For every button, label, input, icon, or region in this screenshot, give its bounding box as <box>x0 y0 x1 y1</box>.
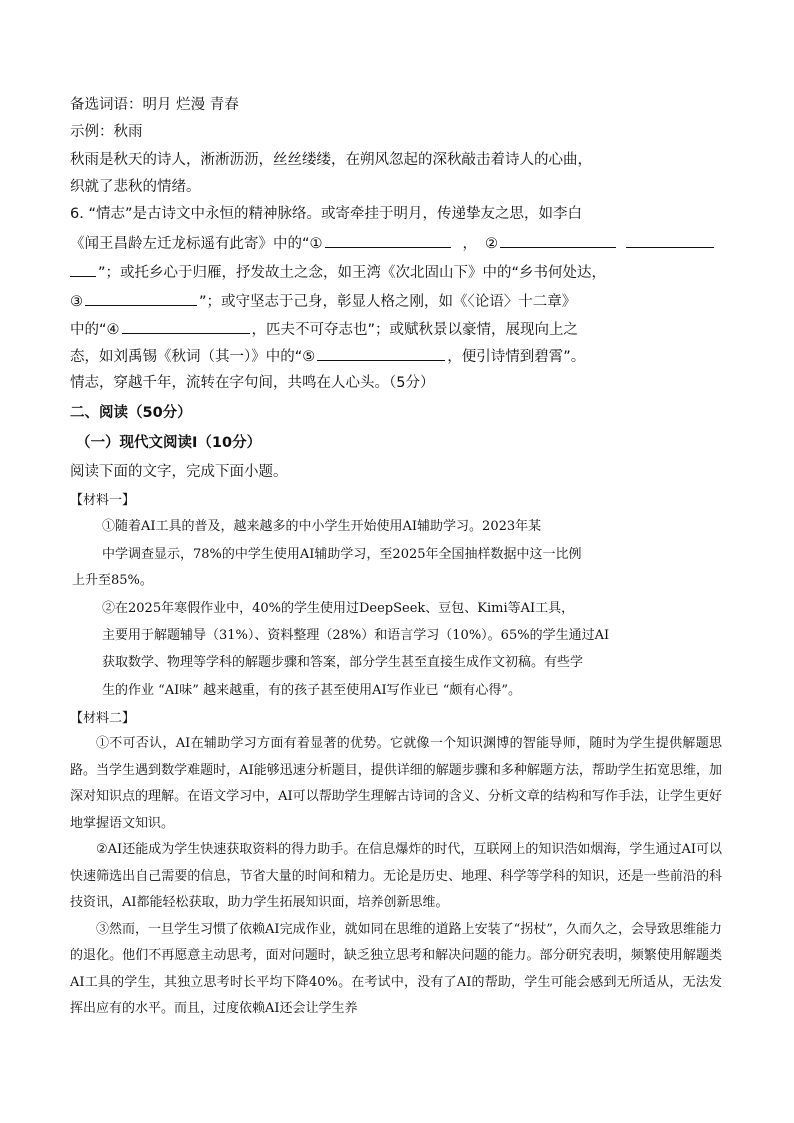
question-6-line-5 <box>70 319 578 340</box>
q6-text: 《闻王昌龄左迁龙标遥有此寄》中的“① <box>70 236 323 252</box>
reading-instruction: 阅读下面的文字，完成下面小题。 <box>70 464 288 480</box>
q6-text: ”；或守坚志于己身，彰显人格之刚，如《〈论语〉十二章》 <box>199 294 577 310</box>
material-1-label: 【材料一】 <box>70 493 136 508</box>
answer-blank-1[interactable] <box>325 233 451 248</box>
q6-text: ，匹夫不可夺志也”；或赋秋景以豪情，展现向上之 <box>251 322 579 338</box>
q6-text: ，便引诗情到碧霄”。 <box>447 349 586 365</box>
material-2-paragraph: ③然而，一旦学生习惯了依赖AI完成作业，就如同在思维的道路上安装了“拐杖”，久而久之，会导致思维能力的退化。他们不再愿意主动思考，面对问题时，缺乏独立思考和解决问题的能力。部分研究表明，频繁使用解题类AI工具的学生，其独立思考时长平均下降40%。在考试中，没有了AI的帮助，学生可能会感到无所适从，无法发挥出应有的水平。而且，过度依赖AI还会让学生养 <box>70 921 722 1016</box>
material-1-line: ②在2025年寒假作业中，40%的学生使用过DeepSeek、豆包、Kimi等AI工具， <box>102 601 575 616</box>
question-6-line-6 <box>70 346 585 367</box>
question-6-line-7: 情志，穿越千年，流转在字句间，共鸣在人心头。（5分） <box>70 375 435 391</box>
q6-circle-3: ③ <box>70 294 83 310</box>
question-6-line-3 <box>70 262 606 283</box>
candidate-words: 备选词语：明月 烂漫 青春 <box>70 97 239 113</box>
answer-blank-3[interactable] <box>85 291 197 306</box>
q6-text: ”；或托乡心于归雁，抒发故土之念，如王湾《次北固山下》中的“乡书何处达， <box>98 265 607 281</box>
material-1-line: 生的作业 “AI味” 越来越重，有的孩子甚至使用AI写作业已 “颇有心得”。 <box>102 683 522 698</box>
material-2-paragraph: ②AI还能成为学生快速获取资料的得力助手。在信息爆炸的时代，互联网上的知识浩如烟海，学生通过AI可以快速筛选出自己需要的信息，节省大量的时间和精力。无论是历史、地理、科学等学科的知识，还是一些前沿的科技资讯，AI都能轻松获取，助力学生拓展知识面，培养创新思维。 <box>70 842 722 910</box>
question-6-line-4 <box>70 291 576 312</box>
material-2-body <box>70 731 722 1023</box>
q6-circle-2: ② <box>485 236 499 252</box>
material-2-label: 【材料二】 <box>70 711 136 726</box>
q6-text: 态，如刘禹锡《秋词（其一）》中的“⑤ <box>70 349 316 365</box>
section-subtitle: （一）现代文阅读Ⅰ（10分） <box>76 435 262 451</box>
example-label: 示例：秋雨 <box>70 124 143 140</box>
q6-text: 中的“④ <box>70 322 120 338</box>
question-6-line-2 <box>70 233 716 254</box>
material-1-line: 中学调查显示，78%的中学生使用AI辅助学习，至2025年全国抽样数据中这一比例 <box>102 547 582 562</box>
example-line-1: 秋雨是秋天的诗人，淅淅沥沥，丝丝缕缕，在朔风忽起的深秋敲击着诗人的心曲， <box>70 152 592 168</box>
section-title: 二、阅读（50分） <box>70 405 192 421</box>
material-1-line: 上升至85%。 <box>72 573 153 588</box>
answer-blank-5[interactable] <box>317 346 445 361</box>
answer-blank-2c[interactable] <box>70 262 96 277</box>
material-2-paragraph: ①不可否认，AI在辅助学习方面有着显著的优势。它就像一个知识渊博的智能导师，随时为学生提供解题思路。当学生遇到数学难题时，AI能够迅速分析题目，提供详细的解题步骤和多种解题方法，帮助学生拓宽思维，加深对知识点的理解。在语文学习中，AI可以帮助学生理解古诗词的含义、分析文章的结构和写作手法，让学生更好地掌握语文知识。 <box>70 736 722 831</box>
material-1-line: 主要用于解题辅导（31%）、资料整理（28%）和语言学习（10%）。65%的学生通过AI <box>102 628 610 643</box>
answer-blank-2[interactable] <box>500 233 616 248</box>
material-1-line: 获取数学、物理等学科的解题步骤和答案，部分学生甚至直接生成作文初稿。有些学 <box>102 655 584 670</box>
question-6-line-1: 6. “情志”是古诗文中永恒的精神脉络。或寄牵挂于明月，传递挚友之思，如李白 <box>70 206 582 222</box>
q6-comma: ， <box>462 236 478 252</box>
example-line-2: 织就了悲秋的情绪。 <box>70 179 201 195</box>
answer-blank-2b[interactable] <box>626 233 714 248</box>
material-1-line: ①随着AI工具的普及，越来越多的中小学生开始使用AI辅助学习。2023年某 <box>102 519 542 534</box>
answer-blank-4[interactable] <box>122 319 250 334</box>
